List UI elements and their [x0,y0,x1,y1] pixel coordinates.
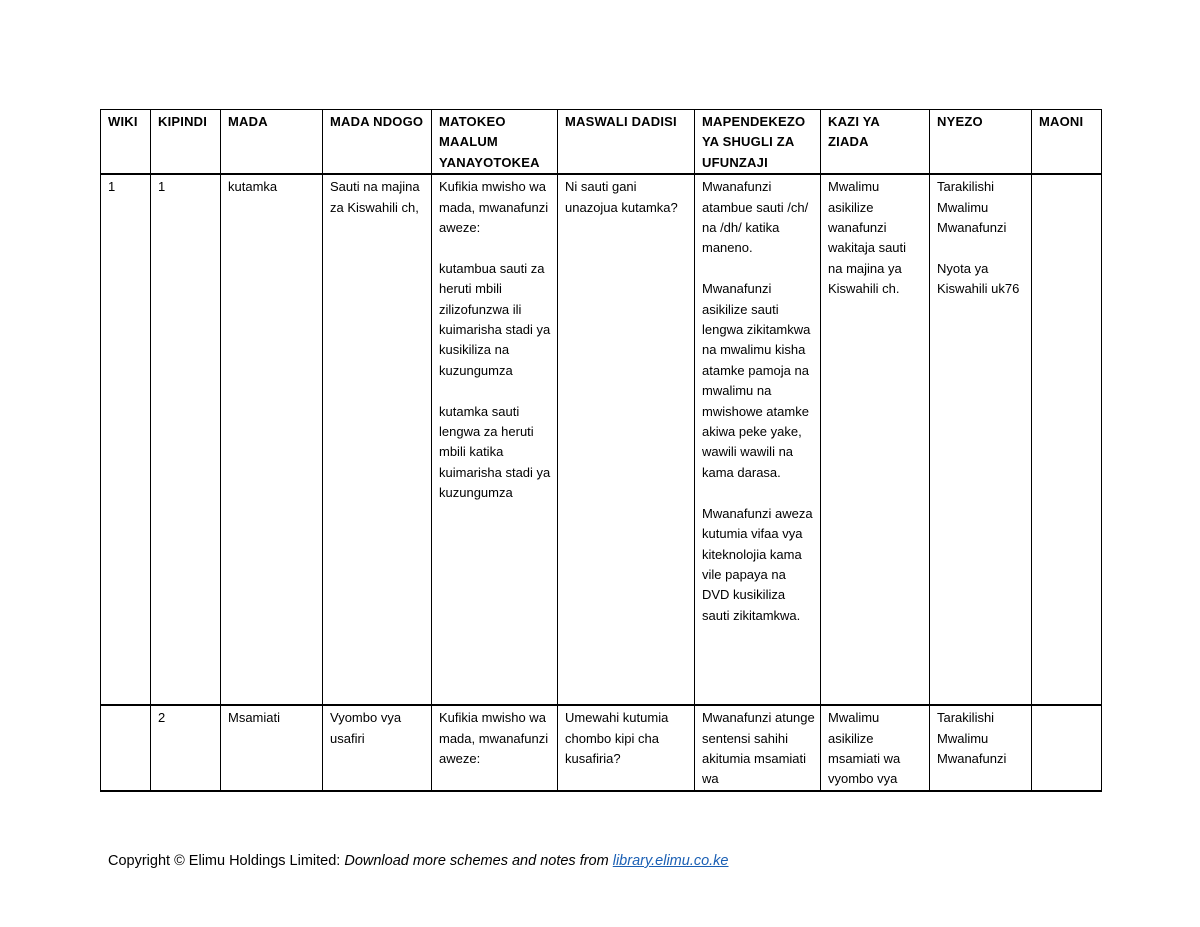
cell-maoni [1032,174,1102,705]
header-kazi-ya-ziada: KAZI YA ZIADA [821,110,930,175]
cell-mapendekezo [695,174,821,705]
cell-maswali: Ni sauti gani unazojua kutamka? [558,174,695,705]
cell-matokeo [432,174,558,705]
header-mapendekezo: MAPENDEKEZO YA SHUGLI ZA UFUNZAJI [695,110,821,175]
download-text: Download more schemes and notes from [344,853,613,869]
header-mada: MADA [221,110,323,175]
library-link[interactable]: library.elimu.co.ke [612,853,729,869]
header-nyezo: NYEZO [930,110,1032,175]
cell-kazi-ya-ziada: Mwalimu asikilize msamiati wa vyombo vya [821,705,930,791]
cell-mada-ndogo: Vyombo vya usafiri [323,705,432,791]
matokeo-intro: Kufikia mwisho wa mada, mwanafunzi aweze: [439,179,549,236]
cell-mada: Msamiati [221,705,323,791]
mapendekezo-paragraph: Mwanafunzi atambue sauti /ch/ na /dh/ katika maneno. [702,179,809,256]
cell-wiki: 1 [101,174,151,705]
matokeo-point: kutamka sauti lengwa za heruti mbili katika kuimarisha stadi ya kuzungumza [439,403,551,501]
copyright-text: Copyright © Elimu Holdings Limited: [108,853,345,869]
header-wiki: WIKI [101,110,151,175]
mapendekezo-paragraph: Mwanafunzi aweza kutumia vifaa vya kiteknolojia kama vile papaya na DVD kusikiliza sauti zikitamkwa. [702,505,813,623]
mapendekezo-paragraph: Mwanafunzi asikilize sauti lengwa zikitamkwa na mwalimu kisha atamke pamoja na mwalimu na mwishowe atamke akiwa peke yake, wawili wawili na kama darasa. [702,281,811,480]
cell-mada-ndogo: Sauti na majina za Kiswahili ch, [323,174,432,705]
cell-kazi-ya-ziada: Mwalimu asikilize wanafunzi wakitaja sauti na majina ya Kiswahili ch. [821,174,930,705]
cell-matokeo: Kufikia mwisho wa mada, mwanafunzi aweze: [432,705,558,791]
nyezo-item: Mwalimu [937,730,989,746]
header-maswali: MASWALI DADISI [558,110,695,175]
cell-mapendekezo: Mwanafunzi atunge sentensi sahihi akitumia msamiati wa [695,705,821,791]
header-row [101,110,1102,175]
nyezo-item: Tarakilishi [937,179,995,195]
cell-mada: kutamka [221,174,323,705]
cell-maoni [1032,705,1102,791]
nyezo-item: Nyota ya Kiswahili uk76 [937,260,1020,297]
cell-nyezo [930,705,1032,791]
header-mada-ndogo: MADA NDOGO [323,110,432,175]
cell-kipindi: 2 [151,705,221,791]
header-kipindi: KIPINDI [151,110,221,175]
nyezo-item: Tarakilishi [937,710,995,726]
table-row [101,705,1102,791]
cell-wiki [101,705,151,791]
cell-maswali: Umewahi kutumia chombo kipi cha kusafiria? [558,705,695,791]
copyright-footer [108,853,729,869]
cell-nyezo [930,174,1032,705]
scheme-of-work-table [100,109,1102,792]
table-row [101,174,1102,705]
nyezo-item: Mwanafunzi [937,220,1007,236]
cell-kipindi: 1 [151,174,221,705]
nyezo-item: Mwalimu [937,199,989,215]
header-matokeo: MATOKEO MAALUM YANAYOTOKEA [432,110,558,175]
nyezo-item: Mwanafunzi [937,751,1007,767]
header-maoni: MAONI [1032,110,1102,175]
matokeo-point: kutambua sauti za heruti mbili zilizofunzwa ili kuimarisha stadi ya kusikiliza na kuzungumza [439,260,551,378]
